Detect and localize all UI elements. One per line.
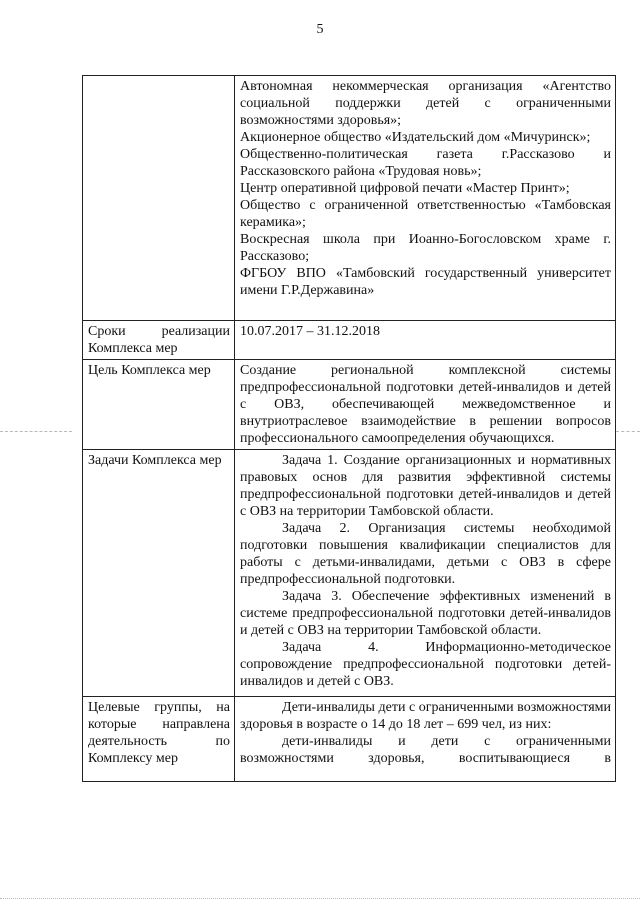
task-item: Задача 4. Информационно-методическое сопровождение предпрофессиональной подготовки детей-инвалидов и детей с ОВЗ. <box>240 640 611 689</box>
scan-artifact-line <box>0 898 640 899</box>
scan-artifact-line <box>616 431 640 432</box>
measures-table <box>82 75 616 782</box>
task-item: Задача 3. Обеспечение эффективных изменений в системе предпрофессиональной подготовки детей-инвалидов и детей с ОВЗ на территории Тамбовской области. <box>240 589 611 638</box>
partner-item: Центр оперативной цифровой печати «Мастер Принт»; <box>240 181 570 196</box>
row-label <box>83 76 235 321</box>
row-content <box>235 76 616 321</box>
target-group-item: дети-инвалиды и дети с ограниченными возможностями здоровья, воспитывающиеся в <box>240 734 611 766</box>
table-row <box>83 76 616 321</box>
table-row <box>83 321 616 360</box>
row-label: Сроки реализации Комплекса мер <box>83 321 235 360</box>
table-row <box>83 360 616 450</box>
task-item: Задача 2. Организация системы необходимой подготовки повышения квалификации специалистов для работы с детьми-инвалидами, детьми с ОВЗ в сфере предпрофессиональной подготовки. <box>240 521 611 587</box>
partner-item: ФГБОУ ВПО «Тамбовский государственный университет имени Г.Р.Державина» <box>240 266 611 298</box>
goal-text: Создание региональной комплексной системы предпрофессиональной подготовки детей-инвалидов и детей с ОВЗ, обеспечивающей межведомственное и внутриотраслевое взаимодействие в решении вопросов профессионального самоопределения обучающихся. <box>240 363 611 446</box>
table-row <box>83 697 616 782</box>
partner-item: Воскресная школа при Иоанно-Богословском храме г. Рассказово; <box>240 232 611 264</box>
row-content <box>235 321 616 360</box>
period-text: 10.07.2017 – 31.12.2018 <box>240 324 380 339</box>
row-label: Задачи Комплекса мер <box>83 450 235 697</box>
partner-item: Автономная некоммерческая организация «Агентство социальной поддержки детей с ограниченными возможностями здоровья»; <box>240 79 611 128</box>
row-label: Целевые группы, на которые направлена деятельность по Комплексу мер <box>83 697 235 782</box>
row-content <box>235 697 616 782</box>
page-number: 5 <box>316 22 324 37</box>
task-item: Задача 1. Создание организационных и нормативных правовых основ для развития эффективной системы предпрофессиональной подготовки детей-инвалидов и детей с ОВЗ на территории Тамбовской области. <box>240 453 611 519</box>
partner-item: Акционерное общество «Издательский дом «Мичуринск»; <box>240 130 591 145</box>
partner-item: Общественно-политическая газета г.Рассказово и Рассказовского района «Трудовая новь»; <box>240 147 611 179</box>
row-content <box>235 450 616 697</box>
partner-item: Общество с ограниченной ответственностью «Тамбовская керамика»; <box>240 198 611 230</box>
table-row <box>83 450 616 697</box>
row-content <box>235 360 616 450</box>
scan-artifact-line <box>0 431 72 432</box>
row-label: Цель Комплекса мер <box>83 360 235 450</box>
target-group-item: Дети-инвалиды дети с ограниченными возможностями здоровья в возрасте о 14 до 18 лет – 699 чел, из них: <box>240 700 611 732</box>
